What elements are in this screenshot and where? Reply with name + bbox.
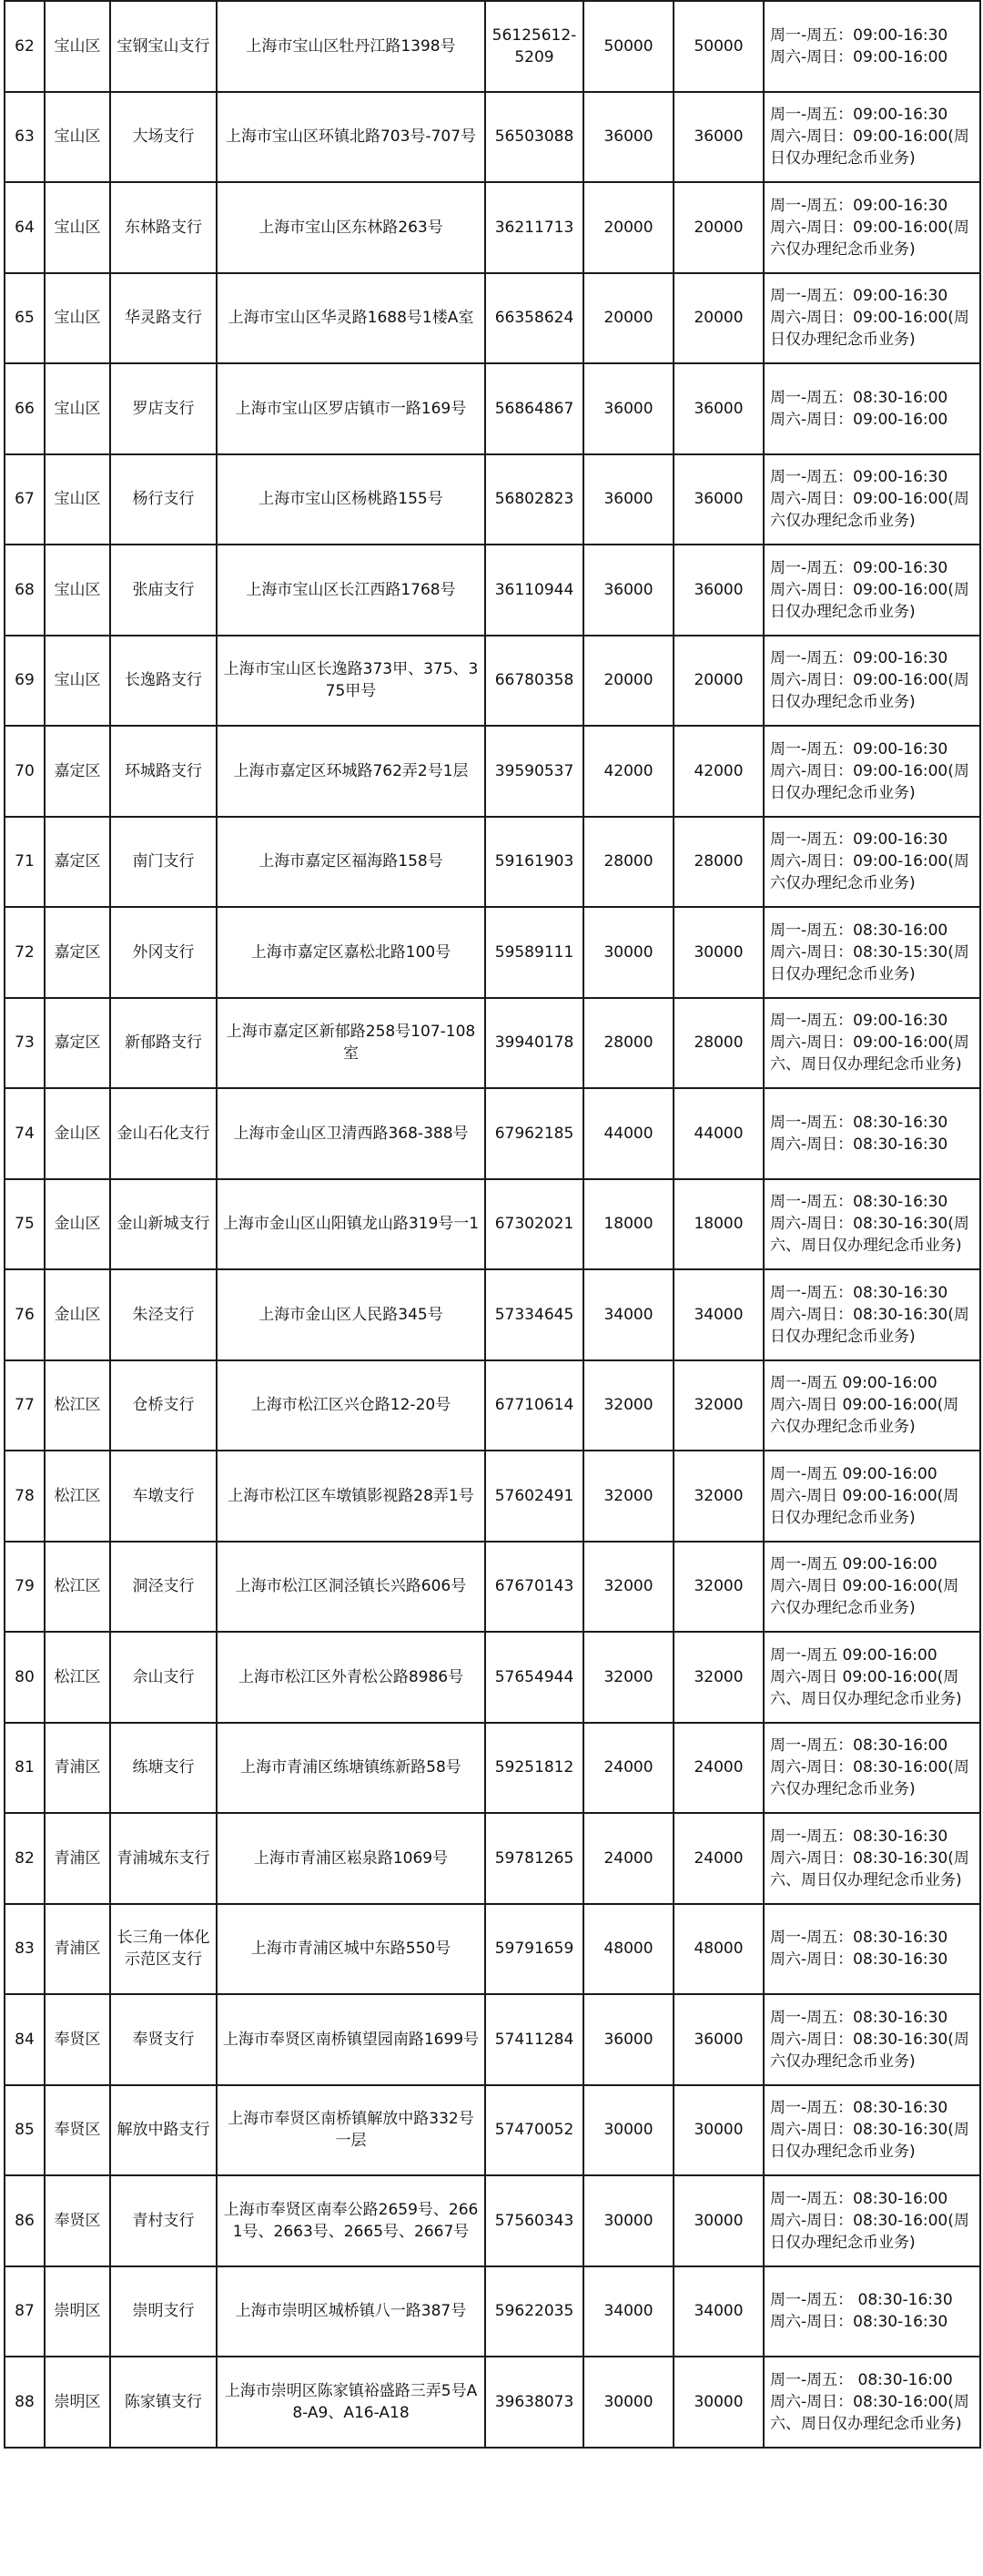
table-row [5, 1360, 980, 1451]
branch-name-cell: 杨行支行 [110, 454, 217, 545]
hours-cell: 周一-周五：09:00-16:30 周六-周日：09:00-16:00(周六仅办理纪念币业务) [764, 182, 980, 273]
quantity-cell: 28000 [583, 998, 674, 1089]
address-cell: 上海市宝山区牡丹江路1398号 [217, 1, 485, 92]
district-cell: 宝山区 [45, 273, 110, 364]
row-number: 62 [5, 1, 45, 92]
table-row [5, 1088, 980, 1179]
address-cell: 上海市宝山区华灵路1688号1楼A室 [217, 273, 485, 364]
quantity-cell: 36000 [674, 1994, 764, 2085]
phone-cell: 57602491 [485, 1451, 583, 1542]
quantity-cell: 34000 [583, 1269, 674, 1360]
address-cell: 上海市嘉定区新郁路258号107-108室 [217, 998, 485, 1089]
phone-cell: 66358624 [485, 273, 583, 364]
row-number: 78 [5, 1451, 45, 1542]
row-number: 86 [5, 2175, 45, 2266]
row-number: 85 [5, 2085, 45, 2176]
phone-cell: 66780358 [485, 636, 583, 727]
branch-name-cell: 外冈支行 [110, 907, 217, 998]
quantity-cell: 20000 [583, 182, 674, 273]
table-row [5, 1179, 980, 1270]
branch-name-cell: 宝钢宝山支行 [110, 1, 217, 92]
hours-cell: 周一-周五：09:00-16:30 周六-周日：09:00-16:00 [764, 1, 980, 92]
district-cell: 青浦区 [45, 1813, 110, 1904]
phone-cell: 67670143 [485, 1542, 583, 1633]
phone-cell: 67302021 [485, 1179, 583, 1270]
hours-cell: 周一-周五：08:30-16:30 周六-周日：08:30-16:30(周六、周日仅办理纪念币业务) [764, 1179, 980, 1270]
phone-cell: 57411284 [485, 1994, 583, 2085]
quantity-cell: 30000 [583, 2175, 674, 2266]
row-number: 64 [5, 182, 45, 273]
district-cell: 宝山区 [45, 545, 110, 636]
address-cell: 上海市宝山区长江西路1768号 [217, 545, 485, 636]
district-cell: 松江区 [45, 1451, 110, 1542]
hours-cell: 周一-周五： 08:30-16:00 周六-周日：08:30-16:00(周六、周日仅办理纪念币业务) [764, 2357, 980, 2448]
quantity-cell: 32000 [583, 1360, 674, 1451]
phone-cell: 36211713 [485, 182, 583, 273]
phone-cell: 57654944 [485, 1632, 583, 1723]
quantity-cell: 20000 [674, 636, 764, 727]
quantity-cell: 30000 [583, 2357, 674, 2448]
branch-name-cell: 张庙支行 [110, 545, 217, 636]
hours-cell: 周一-周五：08:30-16:30 周六-周日：08:30-16:30(周六仅办理纪念币业务) [764, 1994, 980, 2085]
row-number: 67 [5, 454, 45, 545]
district-cell: 松江区 [45, 1632, 110, 1723]
quantity-cell: 32000 [583, 1542, 674, 1633]
hours-cell: 周一-周五 09:00-16:00 周六-周日 09:00-16:00(周六仅办理纪念币业务) [764, 1360, 980, 1451]
hours-cell: 周一-周五：09:00-16:30 周六-周日：09:00-16:00(周日仅办理纪念币业务) [764, 545, 980, 636]
phone-cell: 59589111 [485, 907, 583, 998]
quantity-cell: 28000 [674, 998, 764, 1089]
branch-name-cell: 青村支行 [110, 2175, 217, 2266]
table-row [5, 2266, 980, 2357]
branch-name-cell: 金山新城支行 [110, 1179, 217, 1270]
table-row [5, 545, 980, 636]
hours-cell: 周一-周五：08:30-16:00 周六-周日：08:30-16:00(周六仅办理纪念币业务) [764, 1723, 980, 1814]
hours-cell: 周一-周五：08:30-16:00 周六-周日：09:00-16:00 [764, 363, 980, 454]
address-cell: 上海市奉贤区南桥镇望园南路1699号 [217, 1994, 485, 2085]
hours-cell: 周一-周五：08:30-16:30 周六-周日：08:30-16:30 [764, 1088, 980, 1179]
quantity-cell: 36000 [583, 363, 674, 454]
phone-cell: 36110944 [485, 545, 583, 636]
row-number: 70 [5, 726, 45, 817]
quantity-cell: 24000 [674, 1813, 764, 1904]
quantity-cell: 18000 [674, 1179, 764, 1270]
quantity-cell: 18000 [583, 1179, 674, 1270]
table-row [5, 454, 980, 545]
hours-cell: 周一-周五：09:00-16:30 周六-周日：09:00-16:00(周日仅办理纪念币业务) [764, 636, 980, 727]
branch-name-cell: 洞泾支行 [110, 1542, 217, 1633]
district-cell: 松江区 [45, 1542, 110, 1633]
row-number: 77 [5, 1360, 45, 1451]
quantity-cell: 50000 [674, 1, 764, 92]
quantity-cell: 32000 [583, 1632, 674, 1723]
district-cell: 宝山区 [45, 1, 110, 92]
quantity-cell: 36000 [583, 1994, 674, 2085]
quantity-cell: 44000 [583, 1088, 674, 1179]
address-cell: 上海市宝山区环镇北路703号-707号 [217, 92, 485, 183]
branch-name-cell: 华灵路支行 [110, 273, 217, 364]
row-number: 74 [5, 1088, 45, 1179]
table-row [5, 726, 980, 817]
hours-cell: 周一-周五： 08:30-16:30 周六-周日：08:30-16:30 [764, 2266, 980, 2357]
quantity-cell: 20000 [583, 636, 674, 727]
phone-cell: 67962185 [485, 1088, 583, 1179]
quantity-cell: 24000 [583, 1813, 674, 1904]
row-number: 79 [5, 1542, 45, 1633]
quantity-cell: 32000 [674, 1451, 764, 1542]
row-number: 69 [5, 636, 45, 727]
branch-name-cell: 奉贤支行 [110, 1994, 217, 2085]
address-cell: 上海市奉贤区南奉公路2659号、2661号、2663号、2665号、2667号 [217, 2175, 485, 2266]
phone-cell: 59161903 [485, 817, 583, 908]
quantity-cell: 28000 [583, 817, 674, 908]
row-number: 83 [5, 1904, 45, 1995]
row-number: 88 [5, 2357, 45, 2448]
branch-name-cell: 金山石化支行 [110, 1088, 217, 1179]
branch-name-cell: 大场支行 [110, 92, 217, 183]
hours-cell: 周一-周五：08:30-16:30 周六-周日：08:30-16:30(周六、周日仅办理纪念币业务) [764, 1813, 980, 1904]
phone-cell: 39638073 [485, 2357, 583, 2448]
district-cell: 奉贤区 [45, 1994, 110, 2085]
row-number: 75 [5, 1179, 45, 1270]
quantity-cell: 24000 [583, 1723, 674, 1814]
quantity-cell: 30000 [674, 907, 764, 998]
district-cell: 松江区 [45, 1360, 110, 1451]
quantity-cell: 30000 [583, 907, 674, 998]
quantity-cell: 30000 [583, 2085, 674, 2176]
district-cell: 奉贤区 [45, 2085, 110, 2176]
quantity-cell: 32000 [674, 1632, 764, 1723]
phone-cell: 56503088 [485, 92, 583, 183]
table-row [5, 1542, 980, 1633]
quantity-cell: 36000 [674, 363, 764, 454]
table-row [5, 1, 980, 92]
phone-cell: 39590537 [485, 726, 583, 817]
row-number: 87 [5, 2266, 45, 2357]
table-row [5, 2175, 980, 2266]
hours-cell: 周一-周五：09:00-16:30 周六-周日：09:00-16:00(周六、周日仅办理纪念币业务) [764, 998, 980, 1089]
row-number: 73 [5, 998, 45, 1089]
district-cell: 嘉定区 [45, 907, 110, 998]
district-cell: 金山区 [45, 1088, 110, 1179]
table-row [5, 363, 980, 454]
hours-cell: 周一-周五：09:00-16:30 周六-周日：09:00-16:00(周六仅办理纪念币业务) [764, 454, 980, 545]
quantity-cell: 48000 [674, 1904, 764, 1995]
hours-cell: 周一-周五：08:30-16:30 周六-周日：08:30-16:30(周日仅办理纪念币业务) [764, 1269, 980, 1360]
district-cell: 崇明区 [45, 2266, 110, 2357]
address-cell: 上海市金山区山阳镇龙山路319号一1 [217, 1179, 485, 1270]
table-row [5, 1994, 980, 2085]
district-cell: 宝山区 [45, 182, 110, 273]
hours-cell: 周一-周五：09:00-16:30 周六-周日：09:00-16:00(周六仅办理纪念币业务) [764, 817, 980, 908]
row-number: 68 [5, 545, 45, 636]
phone-cell: 56802823 [485, 454, 583, 545]
district-cell: 嘉定区 [45, 817, 110, 908]
quantity-cell: 20000 [674, 182, 764, 273]
hours-cell: 周一-周五 09:00-16:00 周六-周日 09:00-16:00(周日仅办理纪念币业务) [764, 1451, 980, 1542]
quantity-cell: 34000 [674, 1269, 764, 1360]
quantity-cell: 20000 [674, 273, 764, 364]
phone-cell: 59791659 [485, 1904, 583, 1995]
quantity-cell: 34000 [674, 2266, 764, 2357]
table-row [5, 2085, 980, 2176]
phone-cell: 57560343 [485, 2175, 583, 2266]
hours-cell: 周一-周五：08:30-16:00 周六-周日：08:30-16:00(周日仅办理纪念币业务) [764, 2175, 980, 2266]
quantity-cell: 20000 [583, 273, 674, 364]
branch-name-cell: 陈家镇支行 [110, 2357, 217, 2448]
address-cell: 上海市金山区卫清西路368-388号 [217, 1088, 485, 1179]
quantity-cell: 24000 [674, 1723, 764, 1814]
table-body [5, 1, 980, 2448]
quantity-cell: 36000 [583, 545, 674, 636]
quantity-cell: 30000 [674, 2357, 764, 2448]
row-number: 76 [5, 1269, 45, 1360]
branch-name-cell: 车墩支行 [110, 1451, 217, 1542]
table-row [5, 1632, 980, 1723]
address-cell: 上海市青浦区崧泉路1069号 [217, 1813, 485, 1904]
row-number: 84 [5, 1994, 45, 2085]
branch-name-cell: 青浦城东支行 [110, 1813, 217, 1904]
row-number: 71 [5, 817, 45, 908]
hours-cell: 周一-周五：08:30-16:30 周六-周日：08:30-16:30 [764, 1904, 980, 1995]
branch-name-cell: 佘山支行 [110, 1632, 217, 1723]
table-row [5, 1904, 980, 1995]
address-cell: 上海市奉贤区南桥镇解放中路332号一层 [217, 2085, 485, 2176]
hours-cell: 周一-周五：08:30-16:30 周六-周日：08:30-16:30(周日仅办理纪念币业务) [764, 2085, 980, 2176]
phone-cell: 59781265 [485, 1813, 583, 1904]
hours-cell: 周一-周五 09:00-16:00 周六-周日 09:00-16:00(周六仅办理纪念币业务) [764, 1542, 980, 1633]
branch-name-cell: 罗店支行 [110, 363, 217, 454]
quantity-cell: 34000 [583, 2266, 674, 2357]
quantity-cell: 42000 [583, 726, 674, 817]
quantity-cell: 36000 [674, 454, 764, 545]
quantity-cell: 36000 [674, 92, 764, 183]
row-number: 72 [5, 907, 45, 998]
quantity-cell: 50000 [583, 1, 674, 92]
branch-name-cell: 长三角一体化示范区支行 [110, 1904, 217, 1995]
phone-cell: 59251812 [485, 1723, 583, 1814]
row-number: 82 [5, 1813, 45, 1904]
hours-cell: 周一-周五：09:00-16:30 周六-周日：09:00-16:00(周日仅办理纪念币业务) [764, 92, 980, 183]
quantity-cell: 36000 [674, 545, 764, 636]
table-row [5, 998, 980, 1089]
address-cell: 上海市嘉定区嘉松北路100号 [217, 907, 485, 998]
district-cell: 奉贤区 [45, 2175, 110, 2266]
address-cell: 上海市嘉定区福海路158号 [217, 817, 485, 908]
table-row [5, 817, 980, 908]
phone-cell: 39940178 [485, 998, 583, 1089]
branch-name-cell: 崇明支行 [110, 2266, 217, 2357]
address-cell: 上海市嘉定区环城路762弄2号1层 [217, 726, 485, 817]
district-cell: 嘉定区 [45, 726, 110, 817]
branch-name-cell: 环城路支行 [110, 726, 217, 817]
district-cell: 宝山区 [45, 363, 110, 454]
hours-cell: 周一-周五 09:00-16:00 周六-周日 09:00-16:00(周六、周日仅办理纪念币业务) [764, 1632, 980, 1723]
address-cell: 上海市松江区车墩镇影视路28弄1号 [217, 1451, 485, 1542]
table-row [5, 273, 980, 364]
table-row [5, 1451, 980, 1542]
district-cell: 崇明区 [45, 2357, 110, 2448]
branch-name-cell: 长逸路支行 [110, 636, 217, 727]
district-cell: 青浦区 [45, 1723, 110, 1814]
phone-cell: 56125612-5209 [485, 1, 583, 92]
district-cell: 宝山区 [45, 636, 110, 727]
branch-table [4, 0, 981, 2449]
table-row [5, 907, 980, 998]
table-row [5, 182, 980, 273]
quantity-cell: 30000 [674, 2085, 764, 2176]
quantity-cell: 32000 [674, 1542, 764, 1633]
table-row [5, 2357, 980, 2448]
address-cell: 上海市松江区外青松公路8986号 [217, 1632, 485, 1723]
row-number: 65 [5, 273, 45, 364]
address-cell: 上海市宝山区长逸路373甲、375、375甲号 [217, 636, 485, 727]
address-cell: 上海市金山区人民路345号 [217, 1269, 485, 1360]
phone-cell: 57334645 [485, 1269, 583, 1360]
row-number: 81 [5, 1723, 45, 1814]
hours-cell: 周一-周五：09:00-16:30 周六-周日：09:00-16:00(周日仅办理纪念币业务) [764, 726, 980, 817]
district-cell: 青浦区 [45, 1904, 110, 1995]
table-row [5, 92, 980, 183]
address-cell: 上海市宝山区罗店镇市一路169号 [217, 363, 485, 454]
district-cell: 宝山区 [45, 454, 110, 545]
quantity-cell: 32000 [583, 1451, 674, 1542]
address-cell: 上海市宝山区东林路263号 [217, 182, 485, 273]
branch-name-cell: 新郁路支行 [110, 998, 217, 1089]
branch-name-cell: 东林路支行 [110, 182, 217, 273]
address-cell: 上海市青浦区城中东路550号 [217, 1904, 485, 1995]
table-row [5, 636, 980, 727]
quantity-cell: 48000 [583, 1904, 674, 1995]
branch-name-cell: 仓桥支行 [110, 1360, 217, 1451]
district-cell: 宝山区 [45, 92, 110, 183]
table-row [5, 1813, 980, 1904]
address-cell: 上海市崇明区城桥镇八一路387号 [217, 2266, 485, 2357]
address-cell: 上海市青浦区练塘镇练新路58号 [217, 1723, 485, 1814]
quantity-cell: 36000 [583, 92, 674, 183]
row-number: 63 [5, 92, 45, 183]
phone-cell: 56864867 [485, 363, 583, 454]
quantity-cell: 30000 [674, 2175, 764, 2266]
hours-cell: 周一-周五：09:00-16:30 周六-周日：09:00-16:00(周日仅办理纪念币业务) [764, 273, 980, 364]
branch-name-cell: 朱泾支行 [110, 1269, 217, 1360]
quantity-cell: 28000 [674, 817, 764, 908]
quantity-cell: 42000 [674, 726, 764, 817]
quantity-cell: 44000 [674, 1088, 764, 1179]
row-number: 80 [5, 1632, 45, 1723]
phone-cell: 67710614 [485, 1360, 583, 1451]
hours-cell: 周一-周五：08:30-16:00 周六-周日：08:30-15:30(周日仅办理纪念币业务) [764, 907, 980, 998]
address-cell: 上海市崇明区陈家镇裕盛路三弄5号A8-A9、A16-A18 [217, 2357, 485, 2448]
branch-name-cell: 练塘支行 [110, 1723, 217, 1814]
branch-name-cell: 解放中路支行 [110, 2085, 217, 2176]
address-cell: 上海市宝山区杨桃路155号 [217, 454, 485, 545]
table-row [5, 1269, 980, 1360]
quantity-cell: 32000 [674, 1360, 764, 1451]
branch-name-cell: 南门支行 [110, 817, 217, 908]
quantity-cell: 36000 [583, 454, 674, 545]
address-cell: 上海市松江区洞泾镇长兴路606号 [217, 1542, 485, 1633]
phone-cell: 57470052 [485, 2085, 583, 2176]
table-row [5, 1723, 980, 1814]
district-cell: 金山区 [45, 1269, 110, 1360]
district-cell: 金山区 [45, 1179, 110, 1270]
phone-cell: 59622035 [485, 2266, 583, 2357]
row-number: 66 [5, 363, 45, 454]
address-cell: 上海市松江区兴仓路12-20号 [217, 1360, 485, 1451]
district-cell: 嘉定区 [45, 998, 110, 1089]
